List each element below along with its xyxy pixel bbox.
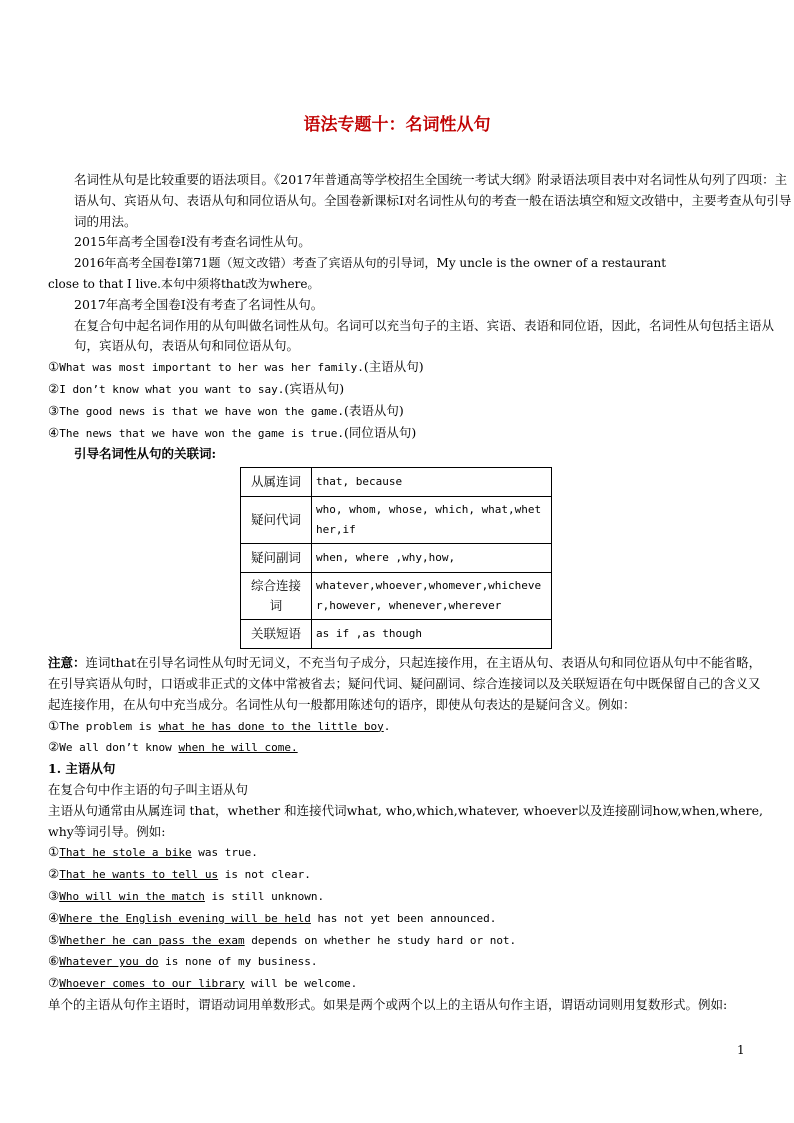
example-line: ②I don’t know what you want to say.(宾语从句)	[48, 380, 345, 396]
relatives-table	[240, 467, 552, 649]
table-row	[241, 544, 552, 573]
example-line: ⑤Whether he can pass the exam depends on whether he study hard or not.	[48, 931, 517, 947]
table-row	[241, 497, 552, 544]
table-cell-label: 疑问副词	[241, 544, 312, 573]
page-title: 语法专题十：名词性从句	[303, 115, 491, 135]
intro-paragraph: 名词性从句是比较重要的语法项目。《2017年普通高等学校招生全国统一考试大纲》附录语法项目表中对名词性从句列了四项：主语从句、宾语从句、表语从句和同位语从句。全国卷新课标Ⅰ对名词性从句的考查一般在语法填空和短文改错中，主要考查从句引导词的用法。	[74, 172, 792, 229]
example-line: ①That he stole a bike was true.	[48, 844, 258, 860]
example-line: ⑦Whoever comes to our library will be welcome.	[48, 975, 358, 991]
note-text: 连词that在引导名词性从句时无词义，不充当句子成分，只起连接作用，在主语从句、表语从句和同位语从句中不能省略，在引导宾语从句时，口语或非正式的文体中常被省去；疑问代词、疑问副词、综合连接词以及关联短语在句中既保留自己的含义又起连接作用，在从句中充当成分。名词性从句一般都用陈述句的语序，即使从句表达的是疑问含义。例如：	[48, 655, 762, 712]
table-heading: 引导名词性从句的关联词:	[74, 446, 217, 462]
example-line: ①What was most important to her was her family.(主语从句)	[48, 359, 424, 375]
table-cell-label: 疑问代词	[241, 497, 312, 544]
table-cell-words: when, where ,why,how,	[312, 544, 552, 573]
table-row	[241, 468, 552, 497]
table-row	[241, 620, 552, 649]
table-cell-words: whatever,whoever,whomever,whichever,however, whenever,wherever	[312, 573, 552, 620]
table-cell-label: 综合连接词	[241, 573, 312, 620]
section-description: 主语从句通常由从属连词 that，whether 和连接代词what, who,which,whatever, whoever以及连接副词how,when,where, why等词引导。例如:	[48, 802, 763, 839]
table-cell-words: that, because	[312, 468, 552, 497]
example-line: ③Who will win the match is still unknown.	[48, 887, 325, 903]
example-line: ⑥Whatever you do is none of my business.	[48, 953, 318, 969]
example-line: ①The problem is what he has done to the little boy.	[48, 717, 391, 733]
example-line: ④The news that we have won the game is true.(同位语从句)	[48, 424, 417, 440]
page-number: 1	[737, 1043, 745, 1057]
example-line: ④Where the English evening will be held has not yet been announced.	[48, 909, 497, 925]
note-paragraph	[48, 653, 772, 715]
table-cell-words: who, whom, whose, which, what,whether,if	[312, 497, 552, 544]
intro-2016: 2016年高考全国卷Ⅰ第71题（短文改错）考查了宾语从句的引导词，My uncle is the owner of a restaurant	[74, 256, 667, 271]
example-line: ③The good news is that we have won the game.(表语从句)	[48, 402, 404, 418]
closing-paragraph: 单个的主语从句作主语时，谓语动词用单数形式。如果是两个或两个以上的主语从句作主语，谓语动词则用复数形式。例如:	[48, 996, 728, 1012]
section-definition: 在复合句中作主语的句子叫主语从句	[48, 781, 249, 797]
example-line: ②That he wants to tell us is not clear.	[48, 866, 311, 882]
table-cell-label: 从属连词	[241, 468, 312, 497]
table-cell-words: as if ,as though	[312, 620, 552, 649]
document-body	[48, 170, 792, 1016]
note-label: 注意：	[48, 655, 86, 671]
intro-2015: 2015年高考全国卷Ⅰ没有考查名词性从句。	[74, 234, 311, 250]
section-heading: 1. 主语从句	[48, 761, 116, 777]
example-line: ②We all don’t know when he will come.	[48, 739, 298, 755]
examples-clause-types	[48, 357, 768, 444]
table-cell-label: 关联短语	[241, 620, 312, 649]
definition-paragraph: 在复合句中起名词作用的从句叫做名词性从句。名词可以充当句子的主语、宾语、表语和同位语，因此，名词性从句包括主语从句，宾语从句，表语从句和同位语从句。	[74, 317, 775, 354]
examples-subject-clause	[48, 842, 768, 995]
examples-word-order	[48, 716, 768, 760]
table-row	[241, 573, 552, 620]
intro-2016-cont: close to that I live.本句中须将that改为where。	[48, 276, 320, 291]
intro-2017: 2017年高考全国卷Ⅰ没有考查了名词性从句。	[74, 296, 324, 312]
